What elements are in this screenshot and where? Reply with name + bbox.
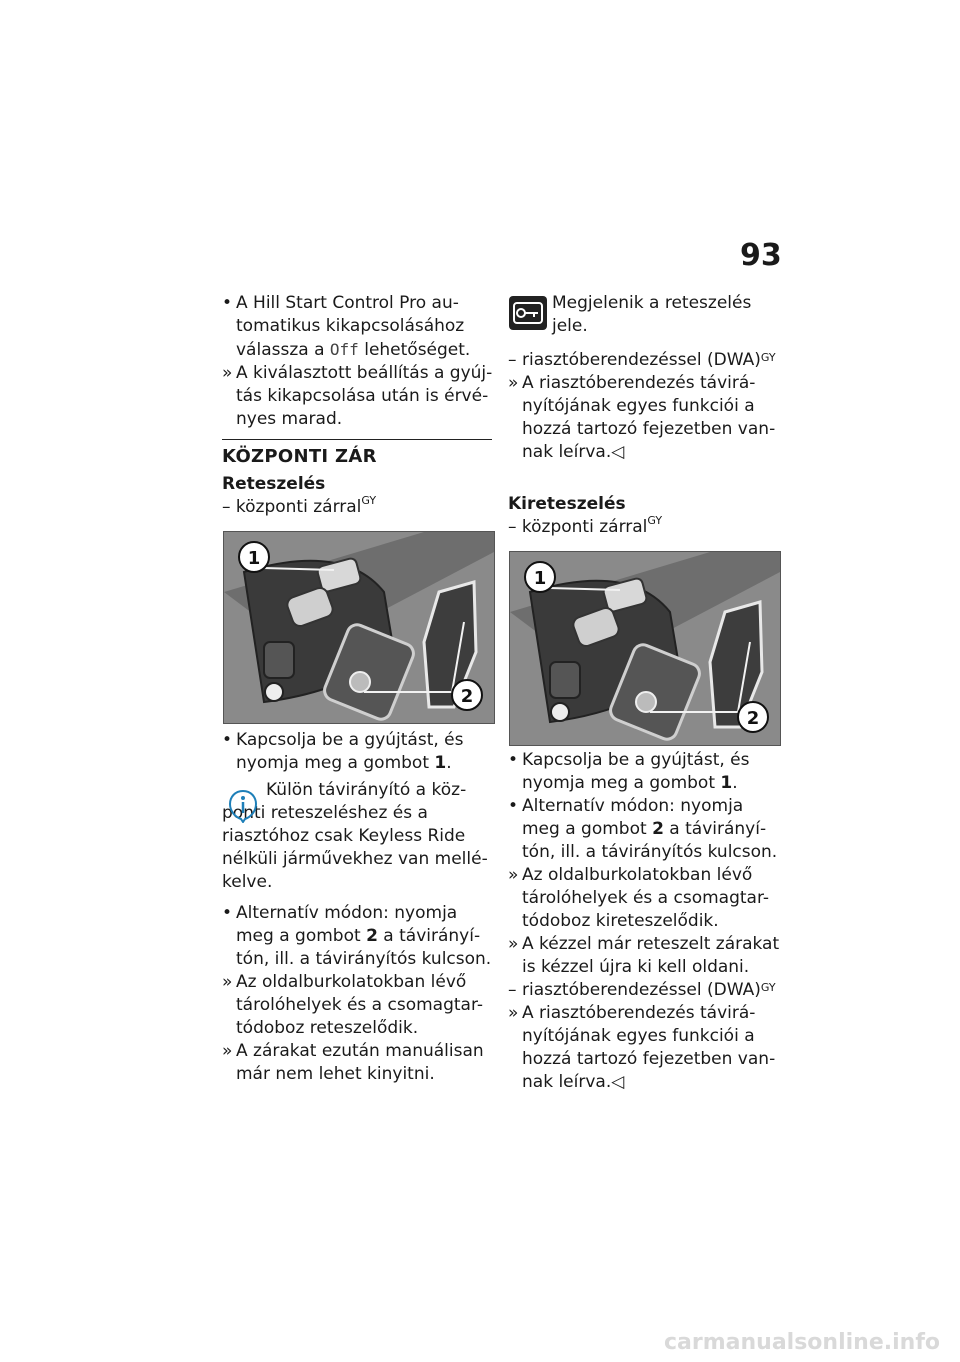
condition-text: riasztóberendezéssel (DWA) (522, 350, 761, 370)
page-number: 93 (740, 238, 782, 273)
item-text: A kiválasztott beállítás a gyúj-tás kikapcsolása után is érvé-nyes marad. (236, 363, 493, 429)
item-text: Alternatív módon: nyomja meg a gombot (236, 903, 458, 946)
item-text-end: . (732, 773, 738, 793)
bullet-mark: • (222, 293, 233, 313)
bullet-mark: • (508, 750, 519, 770)
list-item (508, 349, 780, 372)
list-item (508, 372, 780, 464)
button-number: 2 (366, 926, 378, 946)
section-title: KÖZPONTI ZÁR (222, 446, 377, 467)
result-mark: » (508, 934, 519, 954)
info-note (222, 779, 494, 894)
button-number: 1 (434, 753, 447, 773)
code-value: Off (329, 340, 359, 359)
bullet-mark: • (222, 730, 233, 750)
item-text: Az oldalburkolatokban lévő tárolóhelyek és a csomagtar-tódoboz reteszelődik. (236, 972, 483, 1038)
figure-label-2: 2 (746, 708, 760, 729)
figure-label-1: 1 (533, 568, 547, 589)
lock-symbol-text: Megjelenik a reteszelés jele. (552, 293, 752, 336)
bullet-mark: • (222, 903, 233, 923)
list-item (508, 864, 780, 933)
country-sup: GY (647, 514, 663, 527)
item-text: Kapcsolja be a gyújtást, és nyomja meg a gombot (522, 750, 750, 793)
list-item (508, 795, 780, 864)
country-sup: GY (760, 981, 776, 994)
list-item (508, 749, 780, 795)
list-item (222, 1040, 494, 1086)
bullet-mark: • (508, 796, 519, 816)
handlebar-controls-illustration (224, 532, 494, 723)
item-text: Az oldalburkolatokban lévő tárolóhelyek és a csomagtar-tódoboz kireteszelődik. (522, 865, 769, 931)
country-sup: GY (760, 351, 776, 364)
list-item (222, 902, 494, 971)
condition-text: központi zárral (235, 497, 362, 517)
condition-text: riasztóberendezéssel (DWA) (522, 980, 761, 1000)
list-item (222, 971, 494, 1040)
item-text: A riasztóberendezés távirá-nyítójának egyes funkciói a hozzá tartozó fejezetben van-nak leírva. (522, 1003, 776, 1092)
result-mark: » (222, 1041, 233, 1061)
watermark[interactable]: carmanualsonline.info (664, 1330, 940, 1355)
result-mark: » (508, 865, 519, 885)
lock-symbol-icon (508, 295, 548, 331)
list-item (222, 729, 494, 775)
item-text-end: . (446, 753, 452, 773)
item-text: A kézzel már reteszelt zárakat is kézzel újra ki kell oldani. (522, 934, 780, 977)
item-text-end: lehetőséget. (358, 340, 471, 360)
result-mark: » (508, 373, 519, 393)
note-text: Külön távirányító a köz-ponti reteszeléshez és a riasztóhoz csak Keyless Ride nélküli járművekhez van mellé-kelve. (222, 780, 488, 892)
list-item (508, 1002, 780, 1094)
figure-label-1: 1 (247, 548, 261, 569)
list-item (508, 979, 780, 1002)
section-divider (222, 439, 492, 440)
result-mark: » (222, 363, 233, 383)
list-item (508, 933, 780, 979)
item-text-end: a távirányí-tón, ill. a távirányítós kulcson. (236, 926, 492, 969)
condition-line (222, 494, 377, 517)
unlocking-figure (509, 551, 781, 746)
country-sup: GY (361, 494, 377, 507)
left-column (222, 292, 494, 431)
list-item (222, 292, 494, 362)
result-mark: » (508, 1003, 519, 1023)
item-text-end: a távirányí-tón, ill. a távirányítós kulcson. (522, 819, 778, 862)
list-item (222, 362, 494, 431)
dash-mark: – (508, 980, 517, 1000)
dash-mark: – (222, 497, 231, 517)
info-icon (228, 789, 258, 823)
condition-text: központi zárral (521, 517, 648, 537)
end-mark: ◁ (611, 442, 625, 462)
item-text: A Hill Start Control Pro au-tomatikus kikapcsolásához válassza a (236, 293, 465, 360)
locking-figure (223, 531, 495, 724)
dash-mark: – (508, 517, 517, 537)
right-column-top (508, 349, 780, 464)
left-column-after-figure (222, 729, 494, 1086)
item-text: A riasztóberendezés távirá-nyítójának egyes funkciói a hozzá tartozó fejezetben van-nak leírva. (522, 373, 776, 462)
item-text: Kapcsolja be a gyújtást, és nyomja meg a gombot (236, 730, 464, 773)
subsection-title: Reteszelés (222, 474, 326, 494)
right-column-after-figure (508, 749, 780, 1094)
subsection-title: Kireteszelés (508, 494, 626, 514)
button-number: 2 (652, 819, 664, 839)
result-mark: » (222, 972, 233, 992)
button-number: 1 (720, 773, 733, 793)
condition-line (508, 514, 663, 537)
dash-mark: – (508, 350, 517, 370)
item-text: A zárakat ezután manuálisan már nem lehet kinyitni. (236, 1041, 484, 1084)
item-text: Alternatív módon: nyomja meg a gombot (522, 796, 744, 839)
figure-label-2: 2 (460, 686, 474, 707)
handlebar-controls-illustration (510, 552, 780, 745)
end-mark: ◁ (611, 1072, 625, 1092)
